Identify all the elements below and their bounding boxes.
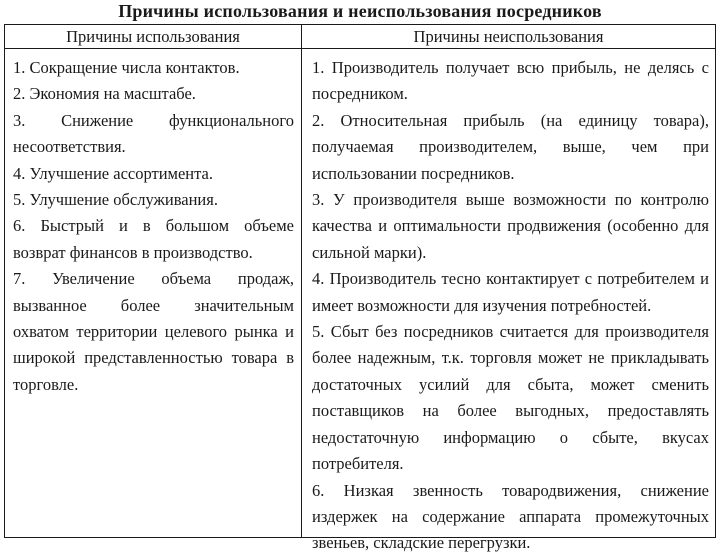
use-reason-item: 1. Сокращение числа контактов. (13, 58, 240, 77)
use-reason-item: 4. Улучшение ассортимента. (13, 163, 213, 183)
non-use-reason-item: 6. Низкая звенность товародвижения, снижение издержек на содержание аппарата промежуточных звеньев, складские перегрузки. (312, 480, 709, 553)
non-use-reason-item: 4. Производитель тесно контактирует с потребителем и имеет возможности для изучения потребностей. (312, 269, 709, 315)
column-divider (301, 25, 302, 537)
non-use-reason-item: 3. У производителя выше возможности по контролю качества и оптимальности продвижения (особенно для сильной марки). (312, 190, 709, 262)
page-title: Причины использования и неиспользования посредников (118, 1, 602, 21)
use-reason-item: 3. Снижение функционального несоответствия. (13, 110, 294, 157)
non-use-reason-item: 2. Относительная прибыль (на единицу товара), получаемая производителем, выше, чем при использовании посредников. (312, 110, 709, 183)
non-use-reason-item: 1. Производитель получает всю прибыль, не делясь с посредником. (312, 58, 709, 104)
use-reason-item: 7. Увеличение объема продаж, вызванное более значительным охватом территории целевого рынка и широкой представленностью товара в торговле. (13, 269, 294, 394)
non-use-reasons-list (312, 55, 709, 557)
use-reason-item: 6. Быстрый и в большом объеме возврат финансов в производство. (13, 216, 294, 262)
header-non-use-reasons: Причины неиспользования (413, 27, 604, 46)
use-reasons-list (13, 55, 294, 398)
reasons-table (4, 24, 716, 553)
non-use-reason-item: 5. Сбыт без посредников считается для производителя более надежным, т.к. торговля может не прикладывать достаточных усилий для сбыта, может сменить поставщиков на более выгодных, предоставлять недостаточную информацию о сбыте, вкусах потребителя. (312, 322, 709, 474)
header-rule (5, 48, 715, 49)
header-use-reasons: Причины использования (66, 27, 240, 46)
use-reason-item: 5. Улучшение обслуживания. (13, 190, 218, 210)
use-reason-item: 2. Экономия на масштабе. (13, 84, 196, 104)
